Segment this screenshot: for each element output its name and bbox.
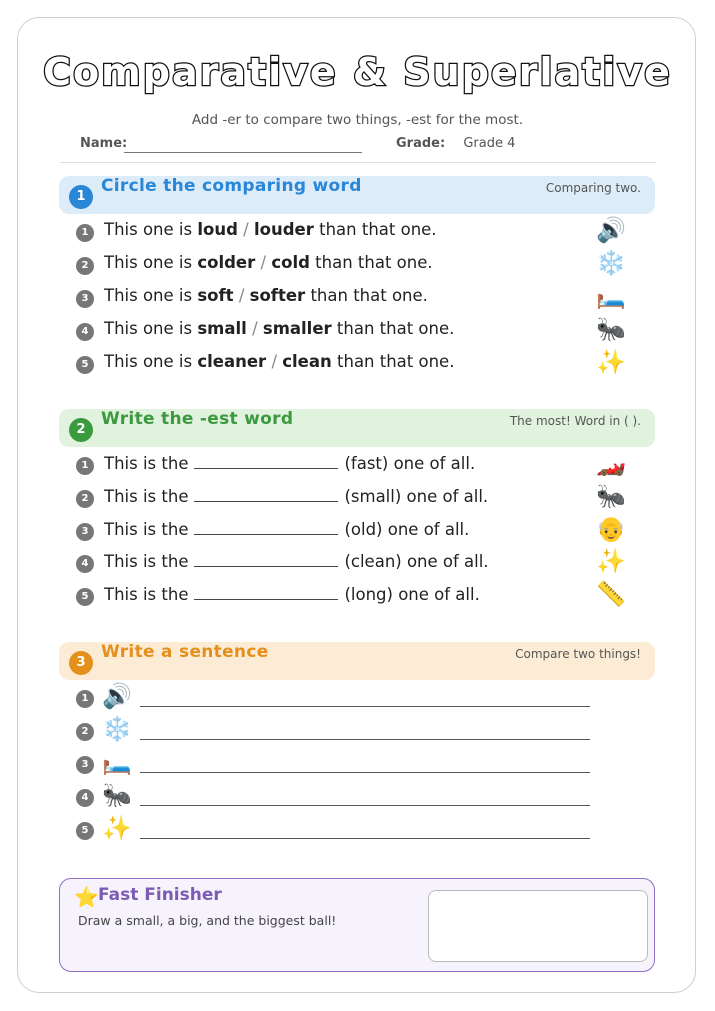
item-prefix: This one is: [104, 220, 193, 239]
item-suffix: (fast) one of all.: [344, 454, 476, 473]
fast-finisher-box: [59, 878, 655, 972]
grade-label: Grade:: [396, 136, 446, 151]
worksheet-subtitle: Add -er to compare two things, -est for the most.: [191, 112, 524, 128]
word-separator: /: [271, 352, 277, 371]
sparkles-icon: ✨: [596, 547, 626, 575]
section-1-title: Circle the comparing word: [101, 176, 362, 196]
item-suffix: (old) one of all.: [344, 520, 470, 539]
fast-finisher-instructions: Draw a small, a big, and the biggest ball!: [78, 913, 337, 928]
word-option-a[interactable]: cleaner: [197, 352, 267, 371]
item-suffix: than that one.: [315, 253, 433, 272]
section-2-note: The most! Word in ( ).: [509, 414, 641, 428]
answer-blank[interactable]: [194, 551, 338, 567]
item-suffix: (small) one of all.: [344, 487, 489, 506]
sentence-number: 4: [76, 789, 94, 807]
item-number: 1: [76, 457, 94, 475]
name-label-row: [80, 136, 127, 151]
word-option-b[interactable]: clean: [282, 352, 332, 371]
item-prefix: This one is: [104, 352, 193, 371]
item-sentence: [104, 286, 428, 305]
answer-blank[interactable]: [194, 584, 338, 600]
item-suffix: than that one.: [319, 220, 437, 239]
snowflake-icon: ❄️: [102, 715, 132, 743]
item-suffix: (long) one of all.: [344, 585, 480, 604]
section-1-number: 1: [69, 185, 93, 209]
section-2-title: Write the -est word: [101, 409, 294, 429]
word-separator: /: [243, 220, 249, 239]
sparkles-icon: ✨: [102, 814, 132, 842]
item-sentence: [104, 584, 480, 604]
item-prefix: This one is: [104, 286, 193, 305]
ant-icon: 🐜: [596, 315, 626, 343]
old-man-icon: 👴: [596, 515, 626, 543]
section-1-header: [59, 176, 655, 214]
word-option-a[interactable]: loud: [197, 220, 238, 239]
worksheet-title: Comparative & Superlative: [43, 50, 672, 94]
section-2-header: [59, 409, 655, 447]
item-prefix: This is the: [104, 552, 189, 571]
sentence-number: 3: [76, 756, 94, 774]
item-number: 3: [76, 523, 94, 541]
item-sentence: [104, 519, 469, 539]
name-field[interactable]: [124, 152, 362, 153]
drawing-area[interactable]: [428, 890, 648, 962]
item-sentence: [104, 352, 454, 371]
bed-icon: 🛏️: [102, 748, 132, 776]
speaker-icon: 🔊: [596, 216, 626, 244]
section-3-number: 3: [69, 651, 93, 675]
item-number: 3: [76, 290, 94, 308]
grade-value: Grade 4: [463, 136, 516, 151]
answer-blank[interactable]: [194, 486, 338, 502]
section-3-header: [59, 642, 655, 680]
sparkles-icon: ✨: [596, 348, 626, 376]
ant-icon: 🐜: [102, 781, 132, 809]
word-option-b[interactable]: louder: [253, 220, 314, 239]
grade-row: [396, 136, 515, 151]
sentence-number: 5: [76, 822, 94, 840]
item-number: 4: [76, 323, 94, 341]
item-prefix: This is the: [104, 585, 189, 604]
item-prefix: This is the: [104, 520, 189, 539]
answer-blank[interactable]: [194, 519, 338, 535]
word-option-a[interactable]: small: [197, 319, 247, 338]
item-number: 2: [76, 490, 94, 508]
answer-blank[interactable]: [194, 453, 338, 469]
word-separator: /: [252, 319, 258, 338]
word-option-b[interactable]: cold: [271, 253, 310, 272]
name-label: Name:: [80, 136, 128, 151]
item-prefix: This is the: [104, 487, 189, 506]
ruler-icon: 📏: [596, 580, 626, 608]
section-1-note: Comparing two.: [545, 181, 641, 195]
item-sentence: [104, 319, 454, 338]
word-option-a[interactable]: soft: [197, 286, 234, 305]
item-suffix: than that one.: [310, 286, 428, 305]
item-prefix: This one is: [104, 253, 193, 272]
sentence-line[interactable]: [140, 706, 590, 707]
snowflake-icon: ❄️: [596, 249, 626, 277]
item-number: 5: [76, 356, 94, 374]
item-suffix: than that one.: [336, 319, 455, 338]
item-sentence: [104, 220, 437, 239]
item-suffix: than that one.: [337, 352, 455, 371]
sentence-line[interactable]: [140, 838, 590, 839]
section-2-number: 2: [69, 418, 93, 442]
item-prefix: This one is: [104, 319, 193, 338]
header-divider: [60, 162, 656, 163]
item-prefix: This is the: [104, 454, 189, 473]
item-number: 2: [76, 257, 94, 275]
bed-icon: 🛏️: [596, 282, 626, 310]
item-sentence: [104, 253, 433, 272]
item-sentence: [104, 486, 488, 506]
star-icon: ⭐: [74, 885, 99, 909]
fast-finisher-title: Fast Finisher: [98, 885, 222, 905]
item-sentence: [104, 453, 475, 473]
word-separator: /: [238, 286, 245, 305]
item-number: 4: [76, 555, 94, 573]
item-number: 5: [76, 588, 94, 606]
section-3-note: Compare two things!: [515, 647, 641, 661]
speaker-icon: 🔊: [102, 682, 132, 710]
word-option-b[interactable]: softer: [249, 286, 306, 305]
item-number: 1: [76, 224, 94, 242]
sentence-line[interactable]: [140, 772, 590, 773]
word-option-a[interactable]: colder: [197, 253, 256, 272]
sentence-number: 2: [76, 723, 94, 741]
sentence-line[interactable]: [140, 739, 590, 740]
word-separator: /: [260, 253, 267, 272]
ant-icon: 🐜: [596, 482, 626, 510]
race-car-icon: 🏎️: [596, 449, 626, 477]
word-option-b[interactable]: smaller: [262, 319, 332, 338]
section-3-title: Write a sentence: [101, 642, 269, 662]
item-suffix: (clean) one of all.: [344, 552, 489, 571]
sentence-line[interactable]: [140, 805, 590, 806]
item-sentence: [104, 551, 489, 571]
sentence-number: 1: [76, 690, 94, 708]
